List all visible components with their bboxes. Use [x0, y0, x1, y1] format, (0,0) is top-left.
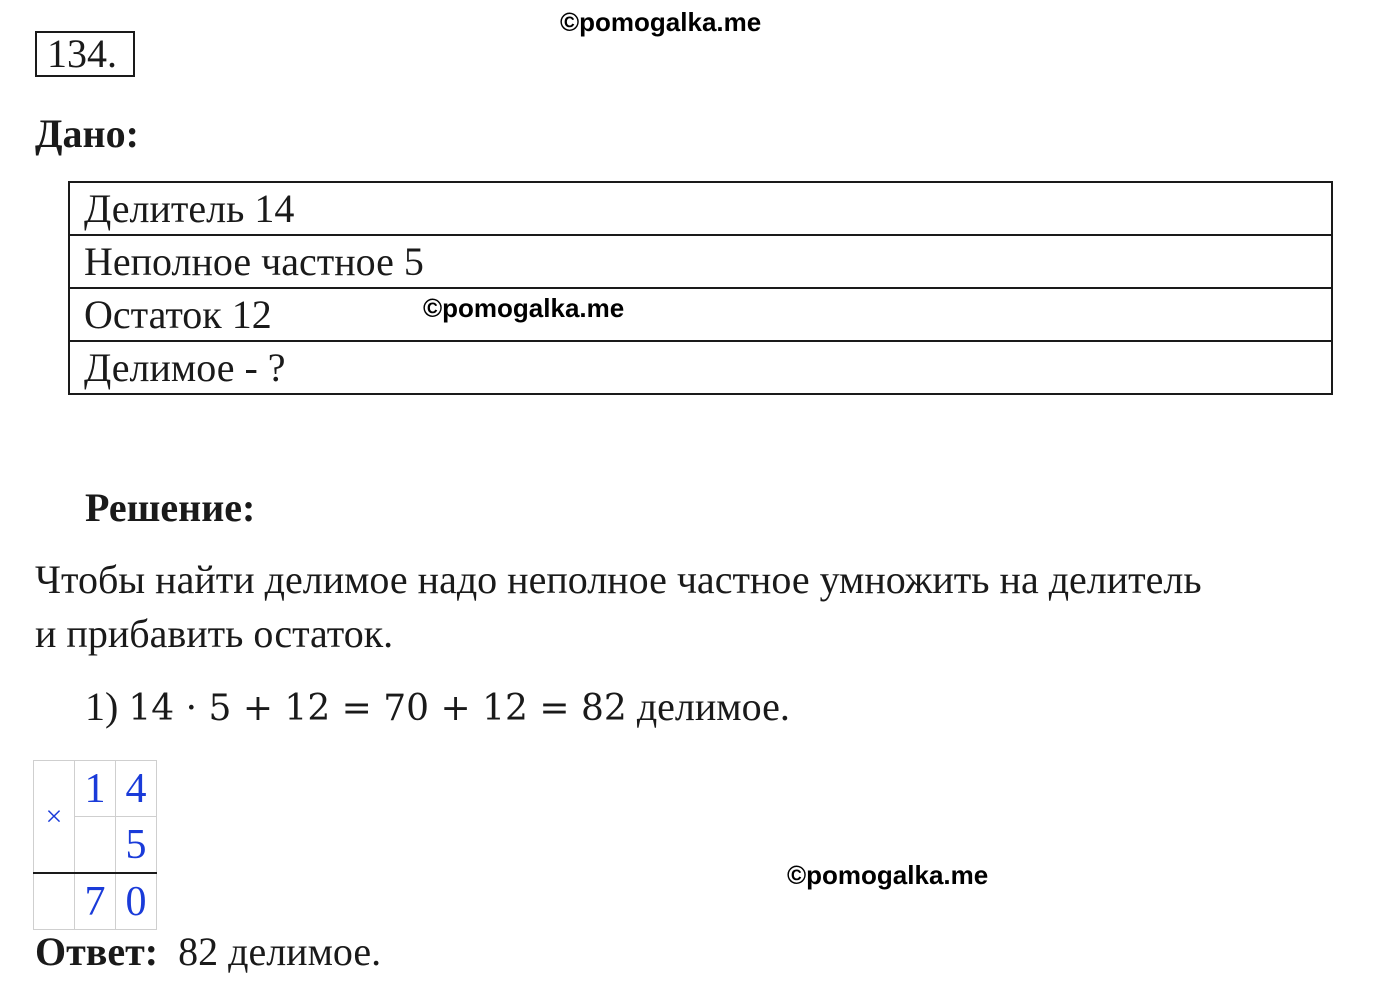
step-prefix: 1) — [85, 684, 129, 729]
solution-text-line: и прибавить остаток. — [35, 611, 394, 656]
digit-cell: 1 — [75, 761, 116, 817]
digit-cell: 5 — [116, 817, 157, 874]
solution-text-line: Чтобы найти делимое надо неполное частное умножить на делитель — [35, 557, 1202, 602]
multiply-sign-icon: × — [34, 761, 75, 874]
given-row-text: Неполное частное 5 — [69, 235, 1332, 288]
watermark: ©pomogalka.me — [560, 7, 762, 37]
watermark: ©pomogalka.me — [787, 860, 989, 890]
given-row — [69, 288, 1332, 341]
digit-cell — [75, 817, 116, 874]
column-multiplication — [33, 760, 157, 930]
answer-value: 82 делимое. — [178, 929, 382, 974]
given-row-text: Делимое - ? — [69, 341, 1332, 394]
given-row — [69, 235, 1332, 288]
digit-cell: 4 — [116, 761, 157, 817]
given-row-text: Делитель 14 — [69, 182, 1332, 235]
given-table — [68, 181, 1333, 395]
empty-cell — [34, 873, 75, 930]
given-row-text: Остаток 12 — [69, 288, 1332, 341]
solution-step — [85, 683, 790, 730]
answer-label: Ответ: — [35, 929, 159, 974]
digit-cell: 0 — [116, 873, 157, 930]
given-row — [69, 182, 1332, 235]
answer — [35, 928, 381, 975]
watermark: ©pomogalka.me — [423, 293, 625, 323]
step-math: 14 · 5 + 12 = 70 + 12 = 82 — [128, 688, 627, 729]
problem-number: 134. — [35, 31, 135, 77]
solution-heading: Решение: — [85, 485, 256, 530]
given-row — [69, 341, 1332, 394]
step-suffix: делимое. — [626, 684, 790, 729]
given-heading: Дано: — [35, 111, 139, 156]
digit-cell: 7 — [75, 873, 116, 930]
